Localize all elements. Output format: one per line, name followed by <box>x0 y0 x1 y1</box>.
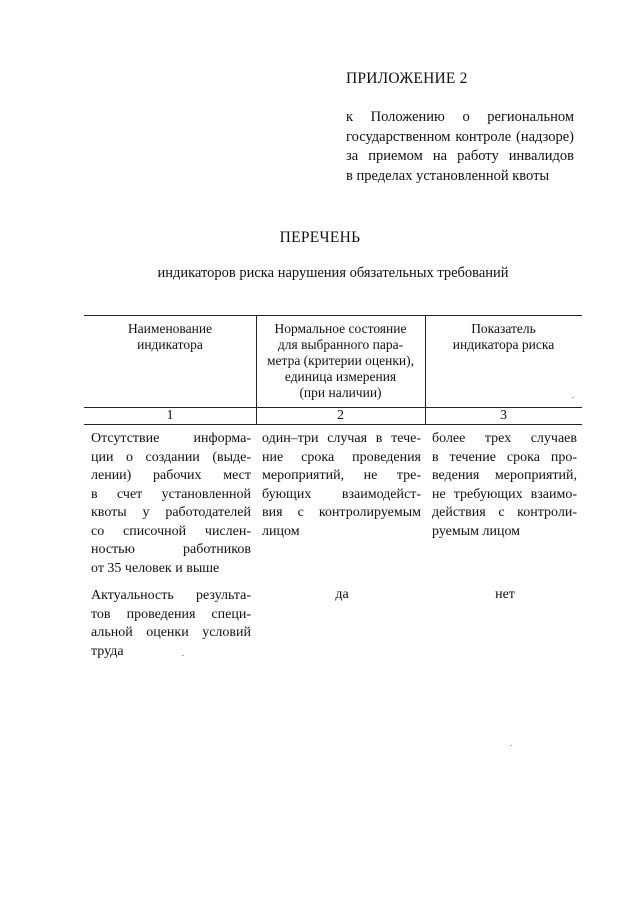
header-line: Наименование <box>127 321 213 336</box>
header-normal-state <box>256 321 425 401</box>
row2-indicator <box>91 587 251 661</box>
document-subtitle: индикаторов риска нарушения обязательных требований <box>157 265 509 281</box>
header-risk-indicator <box>425 321 582 353</box>
cell-line: лицом <box>262 523 300 539</box>
scan-speck <box>572 397 574 398</box>
header-line: единица измерения <box>284 369 397 384</box>
cell-line: труда <box>91 643 124 659</box>
cell-line: со списочной числен- <box>91 523 251 539</box>
cell-line: ние срока проведения <box>262 449 421 465</box>
appendix-reference-line: в пределах установленной квоты <box>346 167 550 184</box>
row1-risk-indicator <box>432 430 577 541</box>
cell-line: один–три случая в тече- <box>262 431 421 446</box>
cell-line: вия с контролируемым <box>262 505 421 520</box>
header-line: Показатель <box>471 321 536 336</box>
cell-line: мероприятий, не тре- <box>262 468 421 483</box>
header-indicator-name <box>84 321 256 353</box>
header-line: метра (критерии оценки), <box>266 353 415 368</box>
cell-line: в течение срока про- <box>432 449 577 465</box>
indicators-table-header <box>84 315 582 425</box>
column-number: 3 <box>500 408 507 423</box>
header-line: индикатора <box>137 337 203 352</box>
header-line: для выбранного пара- <box>277 337 404 352</box>
appendix-reference-line: государственном контроле (надзоре) <box>346 128 574 145</box>
cell-line: ции о создании (выде- <box>91 449 251 465</box>
document-title: ПЕРЕЧЕНЬ <box>279 229 361 246</box>
cell-line: руемым лицом <box>432 523 521 539</box>
cell-line: в счет установленной <box>91 486 251 502</box>
appendix-reference <box>346 108 574 186</box>
cell-line: квоты у работодателей <box>91 505 251 520</box>
cell-line: не требующих взаимо- <box>432 486 577 502</box>
appendix-reference-line: за приемом на работу инвалидов <box>346 148 574 164</box>
cell-line: альной оценки условий <box>91 625 251 640</box>
cell-line: ведения мероприятий, <box>432 468 577 483</box>
cell-line: тов проведения специ- <box>91 606 251 622</box>
table-number-row-divider <box>84 424 582 425</box>
header-line: (при наличии) <box>299 385 382 400</box>
appendix-reference-line: к Положению о региональном <box>346 109 574 125</box>
column-number: 1 <box>166 408 174 423</box>
appendix-title: ПРИЛОЖЕНИЕ 2 <box>346 70 468 87</box>
row2-risk-indicator: нет <box>495 587 515 602</box>
cell-line: лении) рабочих мест <box>91 468 251 483</box>
scan-speck <box>182 655 184 656</box>
cell-line: бующих взаимодейст- <box>262 486 421 502</box>
scan-speck <box>510 745 512 746</box>
header-line: индикатора риска <box>452 337 555 352</box>
cell-line: Отсутствие информа- <box>91 431 251 446</box>
header-line: Нормальное состояние <box>274 321 407 336</box>
row1-normal-state <box>262 430 421 541</box>
cell-line: от 35 человек и выше <box>91 560 220 576</box>
cell-line: более трех случаев <box>432 431 577 446</box>
cell-line: действия с контроли- <box>432 505 577 520</box>
row1-indicator <box>91 430 251 578</box>
table-top-border <box>84 315 582 316</box>
row2-normal-state: да <box>335 587 349 602</box>
cell-line: ностью работников <box>91 542 251 557</box>
column-number: 2 <box>337 408 344 423</box>
cell-line: Актуальность результа- <box>91 588 251 603</box>
